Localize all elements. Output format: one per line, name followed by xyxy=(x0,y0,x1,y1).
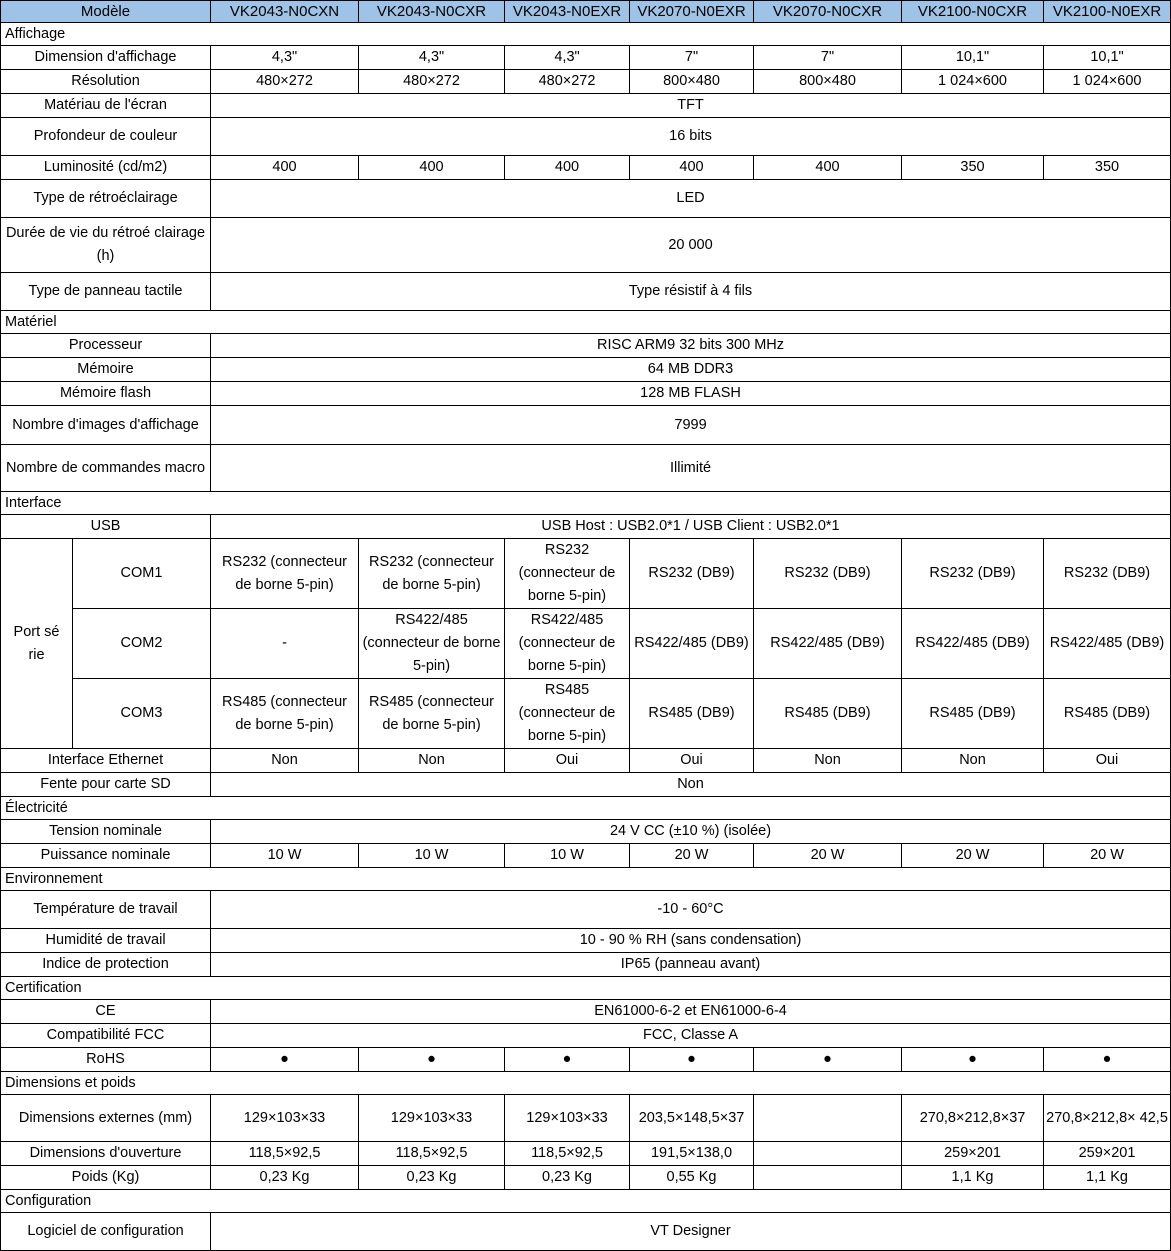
value-cell: 270,8×212,8×37 xyxy=(902,1095,1044,1142)
row-label: Matériau de l'écran xyxy=(1,94,211,118)
row-label: Durée de vie du rétroé clairage (h) xyxy=(1,218,211,273)
row-label: Compatibilité FCC xyxy=(1,1024,211,1048)
value-cell: RS422/485 (DB9) xyxy=(630,609,754,679)
section-title: Configuration xyxy=(1,1190,1171,1213)
row-label: Dimension d'affichage xyxy=(1,46,211,70)
value-cell: Non xyxy=(359,749,505,773)
com-label: COM2 xyxy=(73,609,211,679)
section-row-electricite xyxy=(1,797,1171,820)
row-label: Type de panneau tactile xyxy=(1,273,211,311)
row-display-brightness xyxy=(1,156,1171,180)
row-label: Tension nominale xyxy=(1,820,211,844)
com-label: COM3 xyxy=(73,679,211,749)
value-cell: 4,3" xyxy=(359,46,505,70)
value-cell-merged: -10 - 60°C xyxy=(211,891,1171,929)
value-cell: 1,1 Kg xyxy=(1044,1166,1171,1190)
row-label: Nombre d'images d'affichage xyxy=(1,406,211,445)
value-cell: Non xyxy=(211,749,359,773)
row-label: Processeur xyxy=(1,334,211,358)
value-cell: 191,5×138,0 xyxy=(630,1142,754,1166)
row-display-screen-material xyxy=(1,94,1171,118)
value-cell-merged: Non xyxy=(211,773,1171,797)
row-configuration-software xyxy=(1,1213,1171,1251)
row-hardware-flash xyxy=(1,382,1171,406)
value-cell: RS422/485 (DB9) xyxy=(1044,609,1171,679)
row-electricity-power xyxy=(1,844,1171,868)
model-header-vk2070-n0cxr: VK2070-N0CXR xyxy=(754,1,902,23)
row-hardware-processor xyxy=(1,334,1171,358)
section-title: Certification xyxy=(1,977,1171,1000)
row-display-backlight-type xyxy=(1,180,1171,218)
value-cell: Non xyxy=(754,749,902,773)
row-label: Mémoire xyxy=(1,358,211,382)
row-interface-usb xyxy=(1,515,1171,539)
value-cell: ● xyxy=(902,1048,1044,1072)
value-cell: Non xyxy=(902,749,1044,773)
value-cell: 20 W xyxy=(1044,844,1171,868)
row-environment-temperature xyxy=(1,891,1171,929)
row-label: Poids (Kg) xyxy=(1,1166,211,1190)
value-cell: 10 W xyxy=(505,844,630,868)
value-cell: 10,1" xyxy=(1044,46,1171,70)
row-serial-com3 xyxy=(1,679,1171,749)
com-label: COM1 xyxy=(73,539,211,609)
value-cell: RS485 (connecteur de borne 5-pin) xyxy=(359,679,505,749)
value-cell: 350 xyxy=(902,156,1044,180)
row-dimensions-weight xyxy=(1,1166,1171,1190)
row-display-resolution xyxy=(1,70,1171,94)
row-label: RoHS xyxy=(1,1048,211,1072)
row-certification-rohs xyxy=(1,1048,1171,1072)
value-cell: 259×201 xyxy=(1044,1142,1171,1166)
value-cell: 400 xyxy=(754,156,902,180)
value-cell-merged: LED xyxy=(211,180,1171,218)
value-cell: RS485 (DB9) xyxy=(1044,679,1171,749)
value-cell: ● xyxy=(630,1048,754,1072)
row-interface-ethernet xyxy=(1,749,1171,773)
value-cell: 0,55 Kg xyxy=(630,1166,754,1190)
row-display-dimension xyxy=(1,46,1171,70)
value-cell: ● xyxy=(359,1048,505,1072)
value-cell: ● xyxy=(754,1048,902,1072)
row-label: Dimensions d'ouverture xyxy=(1,1142,211,1166)
section-title: Interface xyxy=(1,492,1171,515)
model-header-vk2043-n0cxn: VK2043-N0CXN xyxy=(211,1,359,23)
row-label: Type de rétroéclairage xyxy=(1,180,211,218)
row-serial-com2 xyxy=(1,609,1171,679)
value-cell: 4,3" xyxy=(505,46,630,70)
section-row-materiel xyxy=(1,311,1171,334)
value-cell: RS485 (DB9) xyxy=(902,679,1044,749)
model-header-vk2100-n0cxr: VK2100-N0CXR xyxy=(902,1,1044,23)
row-hardware-images xyxy=(1,406,1171,445)
value-cell-merged: 24 V CC (±10 %) (isolée) xyxy=(211,820,1171,844)
value-cell: 118,5×92,5 xyxy=(211,1142,359,1166)
model-header-vk2043-n0cxr: VK2043-N0CXR xyxy=(359,1,505,23)
value-cell-merged: 7999 xyxy=(211,406,1171,445)
section-title: Électricité xyxy=(1,797,1171,820)
value-cell: 350 xyxy=(1044,156,1171,180)
row-label: Nombre de commandes macro xyxy=(1,445,211,492)
model-header-vk2070-n0exr: VK2070-N0EXR xyxy=(630,1,754,23)
row-display-color-depth xyxy=(1,118,1171,156)
value-cell: 4,3" xyxy=(211,46,359,70)
row-electricity-voltage xyxy=(1,820,1171,844)
value-cell-merged: FCC, Classe A xyxy=(211,1024,1171,1048)
row-label: Mémoire flash xyxy=(1,382,211,406)
value-cell xyxy=(754,1142,902,1166)
value-cell: 480×272 xyxy=(211,70,359,94)
model-header-label: Modèle xyxy=(1,1,211,23)
value-cell: - xyxy=(211,609,359,679)
value-cell: 7" xyxy=(630,46,754,70)
value-cell: 118,5×92,5 xyxy=(505,1142,630,1166)
value-cell: 129×103×33 xyxy=(211,1095,359,1142)
row-dimensions-external xyxy=(1,1095,1171,1142)
row-label: Résolution xyxy=(1,70,211,94)
row-dimensions-opening xyxy=(1,1142,1171,1166)
section-title: Dimensions et poids xyxy=(1,1072,1171,1095)
value-cell: 400 xyxy=(505,156,630,180)
row-certification-fcc xyxy=(1,1024,1171,1048)
value-cell: RS485 (connecteur de borne 5-pin) xyxy=(505,679,630,749)
value-cell: 259×201 xyxy=(902,1142,1044,1166)
value-cell: 270,8×212,8× 42,5 xyxy=(1044,1095,1171,1142)
row-certification-ce xyxy=(1,1000,1171,1024)
value-cell: RS422/485 (DB9) xyxy=(902,609,1044,679)
section-row-configuration xyxy=(1,1190,1171,1213)
value-cell: 20 W xyxy=(630,844,754,868)
value-cell: Oui xyxy=(630,749,754,773)
model-header-vk2100-n0exr: VK2100-N0EXR xyxy=(1044,1,1171,23)
value-cell: RS232 (DB9) xyxy=(902,539,1044,609)
value-cell: RS232 (connecteur de borne 5-pin) xyxy=(359,539,505,609)
section-row-environnement xyxy=(1,868,1171,891)
value-cell: 480×272 xyxy=(505,70,630,94)
row-environment-humidity xyxy=(1,929,1171,953)
value-cell-merged: 64 MB DDR3 xyxy=(211,358,1171,382)
row-label: CE xyxy=(1,1000,211,1024)
value-cell: RS232 (DB9) xyxy=(630,539,754,609)
value-cell: RS485 (DB9) xyxy=(754,679,902,749)
value-cell: 1,1 Kg xyxy=(902,1166,1044,1190)
value-cell-merged: 128 MB FLASH xyxy=(211,382,1171,406)
row-label: Dimensions externes (mm) xyxy=(1,1095,211,1142)
section-title: Environnement xyxy=(1,868,1171,891)
value-cell: 800×480 xyxy=(630,70,754,94)
value-cell: 480×272 xyxy=(359,70,505,94)
value-cell-merged: 20 000 xyxy=(211,218,1171,273)
value-cell: 203,5×148,5×37 xyxy=(630,1095,754,1142)
value-cell: 10,1" xyxy=(902,46,1044,70)
row-interface-sd xyxy=(1,773,1171,797)
value-cell: RS232 (connecteur de borne 5-pin) xyxy=(211,539,359,609)
section-row-interface xyxy=(1,492,1171,515)
value-cell-merged: 16 bits xyxy=(211,118,1171,156)
value-cell-merged: TFT xyxy=(211,94,1171,118)
row-label: Interface Ethernet xyxy=(1,749,211,773)
value-cell: 118,5×92,5 xyxy=(359,1142,505,1166)
row-hardware-macro xyxy=(1,445,1171,492)
value-cell-merged: USB Host : USB2.0*1 / USB Client : USB2.0*1 xyxy=(211,515,1171,539)
row-label: Indice de protection xyxy=(1,953,211,977)
row-hardware-memory xyxy=(1,358,1171,382)
value-cell: 400 xyxy=(359,156,505,180)
row-label: Puissance nominale xyxy=(1,844,211,868)
value-cell: RS232 (connecteur de borne 5-pin) xyxy=(505,539,630,609)
value-cell-merged: IP65 (panneau avant) xyxy=(211,953,1171,977)
value-cell-merged: VT Designer xyxy=(211,1213,1171,1251)
value-cell: RS422/485 (DB9) xyxy=(754,609,902,679)
value-cell: RS422/485 (connecteur de borne 5-pin) xyxy=(359,609,505,679)
value-cell: ● xyxy=(1044,1048,1171,1072)
value-cell: RS232 (DB9) xyxy=(754,539,902,609)
value-cell: 7" xyxy=(754,46,902,70)
value-cell: 129×103×33 xyxy=(359,1095,505,1142)
value-cell: 800×480 xyxy=(754,70,902,94)
row-environment-protection xyxy=(1,953,1171,977)
row-label: Humidité de travail xyxy=(1,929,211,953)
row-label: USB xyxy=(1,515,211,539)
value-cell: 129×103×33 xyxy=(505,1095,630,1142)
value-cell: 1 024×600 xyxy=(1044,70,1171,94)
value-cell: 0,23 Kg xyxy=(505,1166,630,1190)
row-label: Profondeur de couleur xyxy=(1,118,211,156)
row-label: Température de travail xyxy=(1,891,211,929)
value-cell: Oui xyxy=(505,749,630,773)
section-row-certification xyxy=(1,977,1171,1000)
row-display-backlight-life xyxy=(1,218,1171,273)
value-cell: ● xyxy=(211,1048,359,1072)
row-serial-com1 xyxy=(1,539,1171,609)
row-label: Logiciel de configuration xyxy=(1,1213,211,1251)
value-cell-merged: EN61000-6-2 et EN61000-6-4 xyxy=(211,1000,1171,1024)
section-title: Affichage xyxy=(1,23,1171,46)
value-cell: 20 W xyxy=(754,844,902,868)
row-label: Fente pour carte SD xyxy=(1,773,211,797)
row-display-touch-panel xyxy=(1,273,1171,311)
value-cell: 10 W xyxy=(359,844,505,868)
model-header-vk2043-n0exr: VK2043-N0EXR xyxy=(505,1,630,23)
value-cell: RS422/485 (connecteur de borne 5-pin) xyxy=(505,609,630,679)
value-cell: 1 024×600 xyxy=(902,70,1044,94)
row-label: Luminosité (cd/m2) xyxy=(1,156,211,180)
value-cell: 400 xyxy=(211,156,359,180)
value-cell: 10 W xyxy=(211,844,359,868)
value-cell-merged: Type résistif à 4 fils xyxy=(211,273,1171,311)
value-cell xyxy=(754,1166,902,1190)
section-row-dimensions xyxy=(1,1072,1171,1095)
value-cell: RS485 (connecteur de borne 5-pin) xyxy=(211,679,359,749)
value-cell: Oui xyxy=(1044,749,1171,773)
header-row xyxy=(1,1,1171,23)
value-cell: 0,23 Kg xyxy=(211,1166,359,1190)
value-cell-merged: RISC ARM9 32 bits 300 MHz xyxy=(211,334,1171,358)
value-cell: 400 xyxy=(630,156,754,180)
value-cell: RS232 (DB9) xyxy=(1044,539,1171,609)
value-cell-merged: 10 - 90 % RH (sans condensation) xyxy=(211,929,1171,953)
value-cell: 0,23 Kg xyxy=(359,1166,505,1190)
value-cell-merged: Illimité xyxy=(211,445,1171,492)
value-cell: ● xyxy=(505,1048,630,1072)
section-row-affichage xyxy=(1,23,1171,46)
section-title: Matériel xyxy=(1,311,1171,334)
serial-port-label: Port sé rie xyxy=(1,539,73,749)
value-cell xyxy=(754,1095,902,1142)
value-cell: RS485 (DB9) xyxy=(630,679,754,749)
value-cell: 20 W xyxy=(902,844,1044,868)
